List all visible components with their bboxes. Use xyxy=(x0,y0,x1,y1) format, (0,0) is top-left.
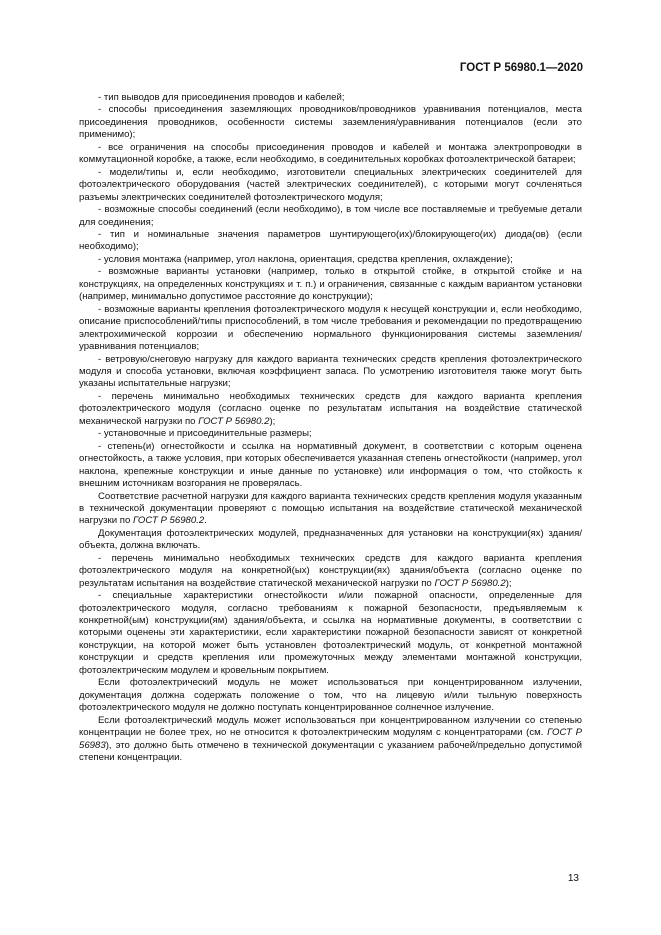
list-item-minimum-mounting-means xyxy=(79,391,582,428)
text-segment: . xyxy=(204,515,207,527)
text-segment: ); xyxy=(269,415,276,427)
document-body xyxy=(79,92,582,764)
list-item-connectors: - модели/типы и, если необходимо, изготовители специальных электрических соединителей для фотоэлектрического оборудования (частей электрических соединителей), с которыми могут сочленяться разъемы электрических соединителей фотоэлектрического модуля; xyxy=(79,166,582,203)
standard-reference: ГОСТ Р 56983 xyxy=(79,727,582,751)
paragraph-no-concentration: Если фотоэлектрический модуль не может использоваться при концентрированном излучении, документация должна содержать положение о том, что на лицевую и/или тыльную поверхность фотоэлектрического модуля не должно поступать концентрированное солнечное излучение. xyxy=(79,677,582,714)
list-item-wiring-restrictions: - все ограничения на способы присоединения проводов и кабелей и монтажа электропроводки в коммутационной коробке, а также, если необходимо, в соединительных коробках фотоэлектрической батареи; xyxy=(79,141,582,166)
standard-reference: ГОСТ Р 56980.2 xyxy=(434,577,506,589)
list-item-fire-resistance: - степень(и) огнестойкости и ссылка на нормативный документ, в соответствии с которым оценена огнестойкость, а также условия, при которых обеспечивается указанная степень огнестойкости (например, угол наклона, крепежные конструкции и иные данные по установке) или информация о том, что стойкость к внешним источникам возгорания не проверялась. xyxy=(79,440,582,490)
text-segment: Если фотоэлектрический модуль может использоваться при концентрированном излучении со степенью концентрации не более трех, но не относится к фотоэлектрическим модулям с концентраторами (см. xyxy=(79,714,582,739)
list-item-building-mounting-means xyxy=(79,553,582,590)
list-item-dimensions: - установочные и присоединительные размеры; xyxy=(98,428,312,440)
list-item-fire-characteristics: - специальные характеристики огнестойкости и/или пожарной опасности, определенные для фотоэлектрического модуля, согласно требованиям к пожарной безопасности, предъявляемым к конкретной(ым) конструкции(ям) здания/объекта, и ссылка на нормативные документы, в соответствии с которыми оценены эти характеристики, если характеристики пожарной безопасности зависят от конкретной конструкции, на которой может быть установлен фотоэлектрический модуль, от конкретной монтажной конструкции и средств крепления или промежуточных между элементами монтажной конструкции, фотоэлектрическим модулем и кровельным покрытием. xyxy=(79,590,582,676)
text-segment: ); xyxy=(505,577,512,589)
paragraph-building-documentation: Документация фотоэлектрических модулей, предназначенных для установки на конструкции(ях) здания/объекта, должна включать. xyxy=(79,527,582,552)
page-number: 13 xyxy=(567,873,579,884)
list-item-mounting-conditions: - условия монтажа (например, угол наклона, ориентация, средства крепления, охлаждение); xyxy=(98,253,513,265)
text-segment: Соответствие расчетной нагрузки для каждого варианта технических средств крепления модуля указанным в технической документации проверяют с помощью испытания на воздействие статической механической нагрузки по xyxy=(79,490,582,527)
list-item-installation-options: - возможные варианты установки (например, только в открытой стойке, в открытой стойке и на конструкциях, на определенных конструкциях и т. п.) и ограничения, связанные с каждым вариантом установки (например, минимально допустимое расстояние до конструкции); xyxy=(79,266,582,303)
text-segment: - перечень минимально необходимых технических средств для каждого варианта крепления фотоэлектрического модуля (согласно оценке по результатам испытания на воздействие статической механической нагрузки по xyxy=(79,390,582,427)
standard-reference: ГОСТ Р 56980.2 xyxy=(198,415,270,427)
list-item-terminal-type: - тип выводов для присоединения проводов и кабелей; xyxy=(98,92,345,103)
text-segment: ), это должно быть отмечено в технической документации с указанием рабочей/предельно допустимой степени концентрации. xyxy=(79,739,582,764)
list-item-wind-snow-load: - ветровую/снеговую нагрузку для каждого варианта технических средств крепления фотоэлектрического модуля и способа установки, включая коэффициент запаса. По усмотрению изготовителя также могут быть указаны испытательные нагрузки; xyxy=(79,353,582,390)
standard-designation: ГОСТ Р 56980.1—2020 xyxy=(459,62,583,74)
list-item-fastening-options: - возможные варианты крепления фотоэлектрического модуля к несущей конструкции и, если необходимо, описание приспособлений/типы приспособлений, в том числе требования и рекомендации по предотвращению электрохимической коррозии и обеспечению нормального функционирования системы заземления/уравнивания потенциалов; xyxy=(79,303,582,353)
list-item-connection-methods: - возможные способы соединений (если необходимо), в том числе все поставляемые и требуемые детали для соединения; xyxy=(79,204,582,228)
text-segment: - перечень минимально необходимых технических средств для каждого варианта крепления фотоэлектрического модуля на конкретной(ых) конструкции(ях) здания/объекта (согласно оценке по результатам испытания на воздействие статической механической нагрузки по xyxy=(79,552,582,589)
paragraph-load-compliance xyxy=(79,491,582,528)
paragraph-low-concentration xyxy=(79,715,582,765)
list-item-grounding: - способы присоединения заземляющих проводников/проводников уравнивания потенциалов, места присоединения проводников, особенности системы заземления/уравнивания потенциалов (если это применимо); xyxy=(79,104,582,141)
list-item-diodes: - тип и номинальные значения параметров шунтирующего(их)/блокирующего(их) диода(ов) (если необходимо); xyxy=(79,228,582,253)
standard-reference: ГОСТ Р 56980.2 xyxy=(132,515,205,527)
